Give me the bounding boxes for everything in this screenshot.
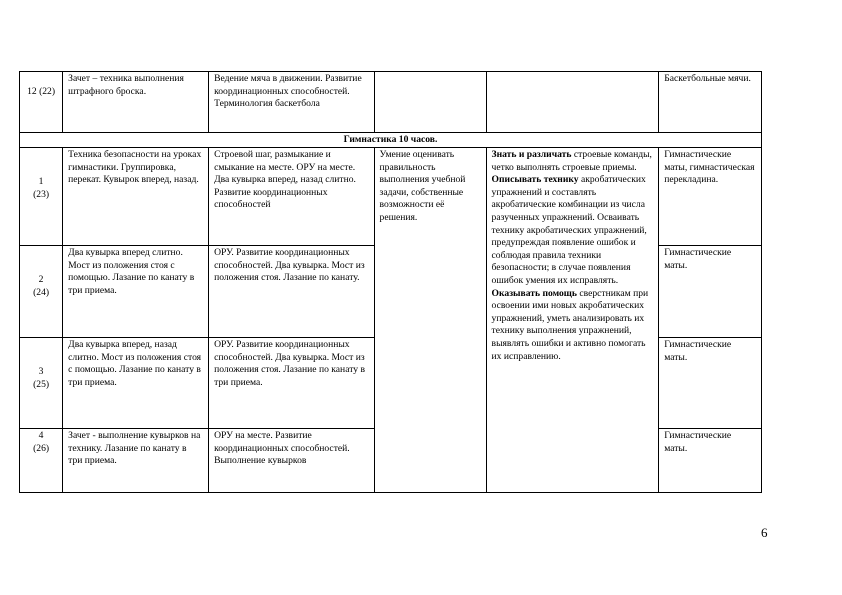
lesson-content: Строевой шаг, размыкание и смыкание на месте. ОРУ на месте. Два кувырка вперед, назад слитно. Развитие координационных способностей — [209, 148, 374, 246]
lesson-content: ОРУ на месте. Развитие координационных способностей. Выполнение кувырков — [209, 429, 374, 493]
lesson-content: ОРУ. Развитие координационных способностей. Два кувырка. Мост из положения стоя. Лазание по канату в три приема. — [209, 338, 374, 429]
lesson-content: ОРУ. Развитие координационных способностей. Два кувырка. Мост из положения стоя. Лазание по канату. — [209, 246, 374, 338]
uud-text-3: сверстникам при освоении ими новых акробатических упражнений, уметь анализировать их технику выполнения упражнений, выявлять ошибки и активно помогать их исправлению. — [491, 287, 649, 362]
section-title: Гимнастика 10 часов. — [20, 133, 762, 148]
table-row — [20, 72, 762, 133]
lesson-number: 12 (22) — [20, 72, 63, 133]
lesson-topic: Техника безопасности на уроках гимнастики. Группировка, перекат. Кувырок вперед, назад. — [63, 148, 209, 246]
lesson-equipment: Гимнастические маты. — [659, 429, 762, 493]
lesson-equipment: Гимнастические маты, гимнастическая перекладина. — [659, 148, 762, 246]
lesson-number: 1 (23) — [20, 148, 63, 246]
lesson-number: 3 (25) — [20, 338, 63, 429]
lesson-topic: Зачет – техника выполнения штрафного броска. — [63, 72, 209, 133]
lesson-topic: Зачет - выполнение кувырков на технику. Лазание по канату в три приема. — [63, 429, 209, 493]
lesson-number: 2 (24) — [20, 246, 63, 338]
uud-text-1: строевые команды, четко выполнять строевые приемы. — [491, 149, 652, 173]
metapredmetnye-results: Умение оценивать правильность выполнения учебной задачи, собственные возможности её решения. — [374, 148, 486, 493]
uud-bold-2: Описывать технику — [491, 174, 579, 186]
page-number: 6 — [761, 525, 768, 540]
lesson-topic: Два кувырка вперед, назад слитно. Мост из положения стоя с помощью. Лазание по канату в три приема. — [63, 338, 209, 429]
table-row — [20, 148, 762, 246]
section-row — [20, 133, 762, 148]
lesson-topic: Два кувырка вперед слитно. Мост из положения стоя с помощью. Лазание по канату в три приема. — [63, 246, 209, 338]
lesson-equipment: Гимнастические маты. — [659, 246, 762, 338]
lesson-content: Ведение мяча в движении. Развитие координационных способностей. Терминология баскетбола — [209, 72, 374, 133]
lesson-equipment: Баскетбольные мячи. — [659, 72, 762, 133]
uud-text-2: акробатических упражнений и составлять акробатические комбинации из числа разученных упражнений. Осваивать технику акробатических упражнений, предупреждая появление ошибок и соблюдая правила техники безопасности; в случае появления ошибок умения их исправлять. — [491, 174, 647, 286]
lesson-number: 4 (26) — [20, 429, 63, 493]
empty-cell — [486, 72, 659, 133]
lesson-plan-table — [19, 71, 762, 493]
lesson-equipment: Гимнастические маты. — [659, 338, 762, 429]
uud-bold-1: Знать и различать — [491, 149, 572, 160]
uud-bold-3: Оказывать помощь — [491, 287, 577, 299]
uud-results — [486, 148, 659, 493]
empty-cell — [374, 72, 486, 133]
